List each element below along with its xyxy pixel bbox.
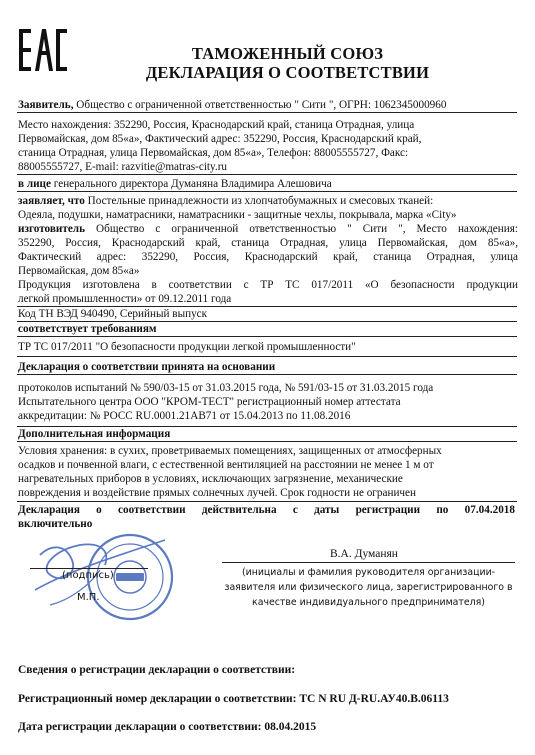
manufacturer-block [18,222,518,278]
applicant-label: Заявитель, [18,99,74,111]
additional-line: нагревательных приборов в условиях, исключающих загрязнение, механические [18,473,403,485]
codes-line: Код ТН ВЭД 940490, Серийный выпуск [18,308,208,320]
conforms-text: ТР ТС 017/2011 "О безопасности продукции легкой промышленности" [18,341,356,353]
divider [17,336,517,337]
stamp-place: М.П. [77,592,100,603]
basis-line: протоколов испытаний № 590/03-15 от 31.03.2015 года, № 591/03-15 от 31.03.2015 года [18,382,434,394]
additional-block [18,444,518,500]
manufacturer-line [18,222,518,236]
production-line: Продукция изготовлена в соответствии с ТР ТС 017/2011 «О безопасности продукции [18,279,518,291]
validity-line-1: Декларация о соответствии действительна с даты регистрации по 07.04.2018 [18,504,515,516]
declares-text: Постельные принадлежности из хлопчатобумажных и смесовых тканей: [84,195,434,207]
divider [17,356,517,357]
applicant-address [18,118,518,174]
conforms-heading: соответствует требованиям [18,323,157,335]
manufacturer-line: Фактический адрес: 352290, Россия, Краснодарский край, станица Отрадная, улица [18,251,518,263]
manufacturer-line: 352290, Россия, Краснодарский край, станица Отрадная, улица Первомайская, дом 85«а», [18,237,518,249]
declares-line-1 [18,194,518,208]
title-line-1: ТАМОЖЕННЫЙ СОЮЗ [191,44,384,63]
registration-number: Регистрационный номер декларации о соответствии: ТС N RU Д-RU.АУ40.В.06113 [18,693,449,705]
basis-line: аккредитации: № РОСС RU.0001.21АВ71 от 15.04.2013 по 11.08.2016 [18,410,351,422]
manufacturer-label: изготовитель [18,223,85,235]
divider [17,191,517,192]
additional-line: осадков и почвенной влаги, с естественной вентиляцией на расстоянии не менее 1 м от [18,459,434,471]
signature-line [30,568,148,569]
applicant-name: Общество с ограниченной ответственностью " Сити ", ОГРН: 1062345000960 [73,99,447,111]
signature-caption: (подпись) [62,570,114,581]
divider [17,174,517,175]
divider [17,441,517,442]
title-line-2: ДЕКЛАРАЦИЯ О СООТВЕТСТВИИ [145,63,430,82]
registration-heading: Сведения о регистрации декларации о соответствии: [18,664,296,676]
person-line [18,177,518,191]
signer-line [222,562,515,563]
address-line: станица Отрадная, улица Первомайская, дом 85«а», Телефон: 88005555727, Факс: [18,147,409,159]
signer-name: В.А. Думанян [330,548,398,560]
registration-date: Дата регистрации декларации о соответствии: 08.04.2015 [18,721,317,733]
declares-block [18,194,518,222]
address-line: Первомайская, дом 85«а», Фактический адрес: 352290, Россия, Краснодарский край, [18,133,422,145]
caption-line: качестве индивидуального предпринимателя) [252,597,485,608]
basis-line: Испытательного центра ООО "КРОМ-ТЕСТ" регистрационный номер аттестата [18,396,401,408]
additional-line: Условия хранения: в сухих, проветриваемых помещениях, защищенных от атмосферных [18,445,442,457]
divider [17,501,517,502]
signer-caption [222,565,515,610]
declares-label: заявляет, что [18,195,85,207]
production-line: легкой промышленности» от 09.12.2011 года [18,293,232,305]
caption-line: заявителя или физического лица, зарегистрированного в [224,582,513,593]
address-line: Место нахождения: 352290, Россия, Краснодарский край, станица Отрадная, улица [18,119,415,131]
additional-line: повреждения и воздействие прямых солнечных лучей. Срок годности не ограничен [18,487,417,499]
manufacturer-line: Первомайская, дом 85«а» [18,265,140,277]
validity-line-2: включительно [18,518,93,530]
caption-line: (инициалы и фамилия руководителя организации- [241,567,496,578]
manufacturer-text: Общество с ограниченной ответственностью " Сити ", Место нахождения: [85,223,518,235]
person-text: генерального директора Думаняна Владимира Алешовича [50,178,332,190]
address-line: 88005555727, E-mail: razvitie@matras-city.ru [18,161,228,173]
person-label: в лице [18,178,51,190]
basis-block [18,381,518,423]
applicant-line [18,98,518,112]
divider [17,374,517,375]
declares-line-2: Одеяла, подушки, наматрасники, наматрасники - защитные чехлы, покрывала, марка «City» [18,209,457,221]
additional-heading: Дополнительная информация [18,428,171,440]
divider [17,112,517,113]
basis-heading: Декларация о соответствии принята на основании [18,361,276,373]
production-block [18,278,518,306]
